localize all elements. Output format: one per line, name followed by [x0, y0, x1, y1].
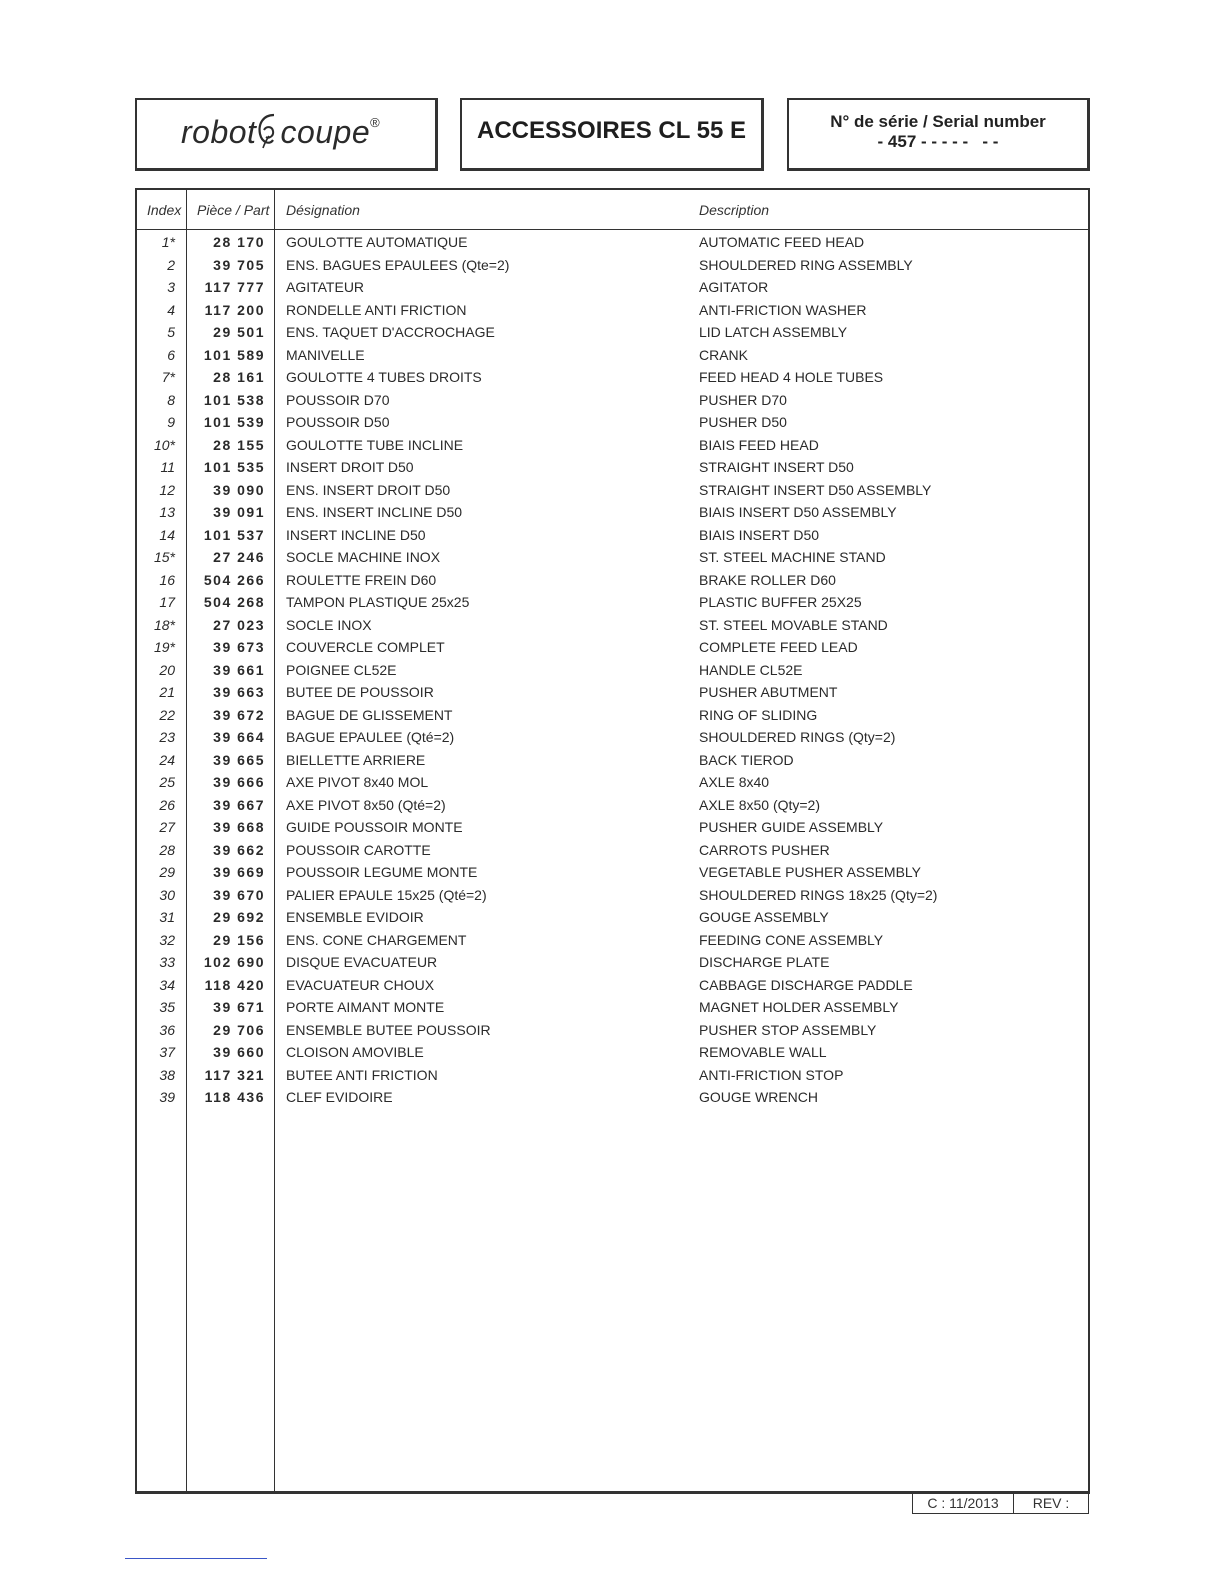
table-row [137, 572, 1088, 595]
cell-part: 39 661 [213, 661, 265, 678]
cell-part: 39 090 [213, 481, 265, 498]
cell-designation: POUSSOIR D70 [286, 391, 390, 408]
cell-part: 504 266 [203, 571, 265, 588]
cell-index: 26 [159, 796, 175, 813]
cell-designation: INSERT INCLINE D50 [286, 526, 426, 543]
cell-index: 13 [159, 504, 175, 520]
cell-index: 37 [159, 1044, 175, 1060]
header-designation: Désignation [286, 202, 360, 218]
cell-designation: BAGUE EPAULEE (Qté=2) [286, 729, 455, 745]
cell-description: SHOULDERED RINGS (Qty=2) [699, 729, 896, 745]
cell-part: 39 662 [213, 841, 265, 858]
cell-part: 39 672 [213, 706, 265, 723]
cell-index: 17 [159, 594, 175, 610]
cell-designation: EVACUATEUR CHOUX [286, 976, 435, 993]
cell-description: LID LATCH ASSEMBLY [699, 324, 848, 340]
cell-designation: CLOISON AMOVIBLE [286, 1044, 424, 1060]
cell-designation: BIELLETTE ARRIERE [286, 751, 426, 768]
serial-block [789, 112, 1087, 152]
cell-description: CRANK [699, 346, 749, 363]
cell-description: COMPLETE FEED LEAD [699, 639, 858, 655]
cell-index: 32 [159, 931, 175, 948]
table-row [137, 909, 1088, 932]
logo-text-robot: robot [181, 114, 257, 150]
cell-part: 29 692 [213, 909, 265, 925]
cell-description: SHOULDERED RINGS 18x25 (Qty=2) [699, 886, 938, 903]
cell-index: 23 [159, 729, 175, 745]
table-row [137, 234, 1088, 257]
cell-description: SHOULDERED RING ASSEMBLY [699, 256, 913, 273]
table-row [137, 594, 1088, 617]
cell-designation: MANIVELLE [286, 346, 365, 363]
table-row [137, 774, 1088, 797]
table-row [137, 977, 1088, 1000]
cell-description: AXLE 8x50 (Qty=2) [699, 796, 821, 813]
cell-index: 6 [167, 346, 175, 363]
table-row [137, 617, 1088, 640]
table-row [137, 414, 1088, 437]
cell-index: 15* [153, 549, 175, 565]
logo-swirl-icon [255, 112, 281, 150]
cell-designation: SOCLE MACHINE INOX [286, 549, 441, 565]
cell-description: PUSHER ABUTMENT [699, 684, 838, 700]
table-row [137, 459, 1088, 482]
cell-index: 21 [159, 684, 175, 700]
header-index: Index [147, 202, 182, 218]
cell-part: 39 669 [213, 864, 265, 880]
table-row [137, 392, 1088, 415]
cell-part: 29 501 [213, 324, 265, 340]
revision-label: REV : [1032, 1495, 1070, 1511]
cell-index: 4 [167, 301, 175, 318]
cell-part: 101 537 [203, 526, 265, 543]
cell-description: BIAIS INSERT D50 ASSEMBLY [699, 504, 897, 520]
cell-index: 14 [159, 526, 175, 543]
cell-index: 12 [159, 481, 175, 498]
cell-index: 7* [161, 369, 175, 385]
cell-designation: BAGUE DE GLISSEMENT [286, 706, 453, 723]
table-row [137, 257, 1088, 280]
table-row [137, 864, 1088, 887]
cell-index: 2 [167, 256, 175, 273]
cell-description: FEEDING CONE ASSEMBLY [699, 931, 884, 948]
robot-coupe-logo [181, 114, 380, 154]
cell-index: 39 [159, 1089, 175, 1105]
parts-table [135, 188, 1090, 1494]
cell-designation: ENS. BAGUES EPAULEES (Qte=2) [286, 256, 510, 273]
cell-index: 10* [153, 436, 175, 453]
cell-index: 36 [159, 1021, 175, 1038]
table-row [137, 729, 1088, 752]
cell-index: 29 [159, 864, 175, 880]
cell-part: 39 664 [213, 729, 265, 745]
cell-index: 30 [159, 886, 175, 903]
cell-index: 35 [159, 999, 175, 1015]
cell-description: RING OF SLIDING [699, 706, 818, 723]
cell-part: 101 535 [203, 459, 265, 475]
table-row [137, 1044, 1088, 1067]
table-row [137, 324, 1088, 347]
cell-index: 33 [159, 954, 175, 970]
cell-designation: GOULOTTE AUTOMATIQUE [286, 234, 468, 250]
cell-index: 28 [159, 841, 175, 858]
cell-part: 29 156 [213, 931, 265, 948]
table-row [137, 797, 1088, 820]
cell-description: ANTI-FRICTION STOP [699, 1066, 844, 1083]
cell-description: PUSHER D50 [699, 414, 787, 430]
cell-description: REMOVABLE WALL [699, 1044, 827, 1060]
cell-description: FEED HEAD 4 HOLE TUBES [699, 369, 884, 385]
cell-designation: POIGNEE CL52E [286, 661, 397, 678]
cell-description: ST. STEEL MACHINE STAND [699, 549, 886, 565]
header-part: Pièce / Part [197, 202, 270, 218]
table-row [137, 482, 1088, 505]
table-row [137, 504, 1088, 527]
cell-part: 39 666 [213, 774, 265, 790]
title-box [460, 98, 764, 171]
cell-part: 39 091 [213, 504, 265, 520]
serial-box [787, 98, 1090, 171]
cell-designation: BUTEE ANTI FRICTION [286, 1066, 438, 1083]
cell-designation: AGITATEUR [286, 279, 365, 295]
header-divider [137, 229, 1088, 230]
cell-description: PUSHER STOP ASSEMBLY [699, 1021, 877, 1038]
cell-part: 118 436 [204, 1089, 265, 1105]
cell-description: DISCHARGE PLATE [699, 954, 830, 970]
cell-index: 20 [159, 661, 175, 678]
cell-part: 102 690 [203, 954, 265, 970]
cell-designation: RONDELLE ANTI FRICTION [286, 301, 467, 318]
cell-description: BIAIS FEED HEAD [699, 436, 819, 453]
cell-part: 29 706 [213, 1021, 265, 1038]
cell-index: 19* [153, 639, 175, 655]
cell-designation: COUVERCLE COMPLET [286, 639, 445, 655]
cell-index: 1* [161, 234, 175, 250]
revision-box [912, 1493, 1089, 1514]
cell-description: CARROTS PUSHER [699, 841, 830, 858]
cell-part: 117 321 [204, 1066, 265, 1083]
table-row [137, 1089, 1088, 1112]
table-row [137, 279, 1088, 302]
cell-part: 39 667 [213, 796, 265, 813]
cell-designation: ENSEMBLE BUTEE POUSSOIR [286, 1021, 491, 1038]
cell-designation: CLEF EVIDOIRE [286, 1089, 393, 1105]
table-row [137, 887, 1088, 910]
cell-index: 3 [167, 279, 175, 295]
cell-description: STRAIGHT INSERT D50 ASSEMBLY [699, 481, 932, 498]
cell-index: 27 [159, 819, 175, 835]
table-row [137, 549, 1088, 572]
cell-part: 39 670 [213, 886, 265, 903]
cell-part: 28 170 [213, 234, 265, 250]
cell-part: 28 155 [213, 436, 265, 453]
cell-designation: POUSSOIR D50 [286, 414, 390, 430]
cell-part: 117 200 [204, 301, 265, 318]
cell-part: 27 246 [213, 549, 265, 565]
table-row [137, 302, 1088, 325]
logo-text-coupe: coupe [280, 114, 371, 150]
table-row [137, 954, 1088, 977]
cell-description: AUTOMATIC FEED HEAD [699, 234, 865, 250]
cell-designation: POUSSOIR CAROTTE [286, 841, 431, 858]
cell-index: 38 [159, 1066, 175, 1083]
cell-designation: TAMPON PLASTIQUE 25x25 [286, 594, 470, 610]
cell-index: 31 [159, 909, 175, 925]
revision-code: C : 11/2013 [927, 1495, 999, 1511]
table-row [137, 347, 1088, 370]
cell-designation: PORTE AIMANT MONTE [286, 999, 445, 1015]
cell-index: 22 [159, 706, 175, 723]
table-row [137, 752, 1088, 775]
cell-description: HANDLE CL52E [699, 661, 803, 678]
cell-index: 11 [160, 459, 175, 475]
cell-description: VEGETABLE PUSHER ASSEMBLY [699, 864, 922, 880]
table-row [137, 662, 1088, 685]
cell-designation: SOCLE INOX [286, 616, 372, 633]
cell-designation: PALIER EPAULE 15x25 (Qté=2) [286, 886, 487, 903]
document-title: ACCESSOIRES CL 55 E [477, 117, 746, 144]
cell-description: AXLE 8x40 [699, 774, 770, 790]
cell-part: 101 589 [203, 346, 265, 363]
cell-index: 24 [159, 751, 175, 768]
cell-description: MAGNET HOLDER ASSEMBLY [699, 999, 899, 1015]
cell-designation: GOULOTTE 4 TUBES DROITS [286, 369, 482, 385]
cell-description: CABBAGE DISCHARGE PADDLE [699, 976, 913, 993]
cell-designation: ENS. CONE CHARGEMENT [286, 931, 467, 948]
cell-designation: GOULOTTE TUBE INCLINE [286, 436, 464, 453]
table-row [137, 639, 1088, 662]
cell-part: 101 538 [203, 391, 265, 408]
cell-description: GOUGE WRENCH [699, 1089, 818, 1105]
cell-description: BRAKE ROLLER D60 [699, 571, 836, 588]
logo-box [135, 98, 438, 171]
table-row [137, 707, 1088, 730]
cell-designation: BUTEE DE POUSSOIR [286, 684, 434, 700]
cell-part: 39 668 [213, 819, 265, 835]
cell-description: GOUGE ASSEMBLY [699, 909, 829, 925]
cell-designation: ENS. TAQUET D'ACCROCHAGE [286, 324, 495, 340]
serial-label: N° de série / Serial number [830, 112, 1046, 131]
serial-value: - 457 - - - - - - - [877, 132, 999, 151]
cell-index: 16 [159, 571, 175, 588]
cell-index: 8 [167, 391, 175, 408]
cell-part: 27 023 [213, 616, 265, 633]
table-row [137, 437, 1088, 460]
header-description: Description [699, 202, 770, 218]
cell-description: PUSHER D70 [699, 391, 787, 408]
table-row [137, 842, 1088, 865]
cell-designation: DISQUE EVACUATEUR [286, 954, 438, 970]
cell-index: 9 [167, 414, 175, 430]
cell-designation: AXE PIVOT 8x50 (Qté=2) [286, 796, 446, 813]
cell-description: BACK TIEROD [699, 751, 794, 768]
cell-designation: GUIDE POUSSOIR MONTE [286, 819, 463, 835]
table-row [137, 1067, 1088, 1090]
cell-index: 34 [159, 976, 175, 993]
cell-designation: ENSEMBLE EVIDOIR [286, 909, 424, 925]
cell-part: 101 539 [203, 414, 265, 430]
cell-designation: ENS. INSERT DROIT D50 [286, 481, 451, 498]
table-row [137, 819, 1088, 842]
cell-part: 39 660 [213, 1044, 265, 1060]
cell-part: 504 268 [203, 594, 265, 610]
cell-designation: INSERT DROIT D50 [286, 459, 414, 475]
cell-designation: ROULETTE FREIN D60 [286, 571, 437, 588]
cell-index: 18* [153, 616, 175, 633]
cell-part: 118 420 [204, 976, 265, 993]
cell-part: 117 777 [204, 279, 265, 295]
cell-index: 25 [159, 774, 175, 790]
cell-part: 39 663 [213, 684, 265, 700]
table-row [137, 369, 1088, 392]
table-row [137, 684, 1088, 707]
table-row [137, 1022, 1088, 1045]
cell-description: PLASTIC BUFFER 25X25 [699, 594, 862, 610]
cell-part: 28 161 [213, 369, 265, 385]
cell-part: 39 705 [213, 256, 265, 273]
cell-designation: POUSSOIR LEGUME MONTE [286, 864, 478, 880]
table-row [137, 999, 1088, 1022]
cell-description: STRAIGHT INSERT D50 [699, 459, 854, 475]
cell-designation: AXE PIVOT 8x40 MOL [286, 774, 429, 790]
link-underline [125, 1558, 267, 1559]
cell-part: 39 671 [213, 999, 265, 1015]
cell-description: BIAIS INSERT D50 [699, 526, 820, 543]
table-row [137, 527, 1088, 550]
cell-description: PUSHER GUIDE ASSEMBLY [699, 819, 884, 835]
cell-description: ANTI-FRICTION WASHER [699, 301, 867, 318]
cell-description: ST. STEEL MOVABLE STAND [699, 616, 888, 633]
cell-description: AGITATOR [699, 279, 769, 295]
cell-designation: ENS. INSERT INCLINE D50 [286, 504, 463, 520]
cell-index: 5 [167, 324, 175, 340]
cell-part: 39 673 [213, 639, 265, 655]
cell-part: 39 665 [213, 751, 265, 768]
table-row [137, 932, 1088, 955]
registered-mark: ® [370, 115, 381, 131]
